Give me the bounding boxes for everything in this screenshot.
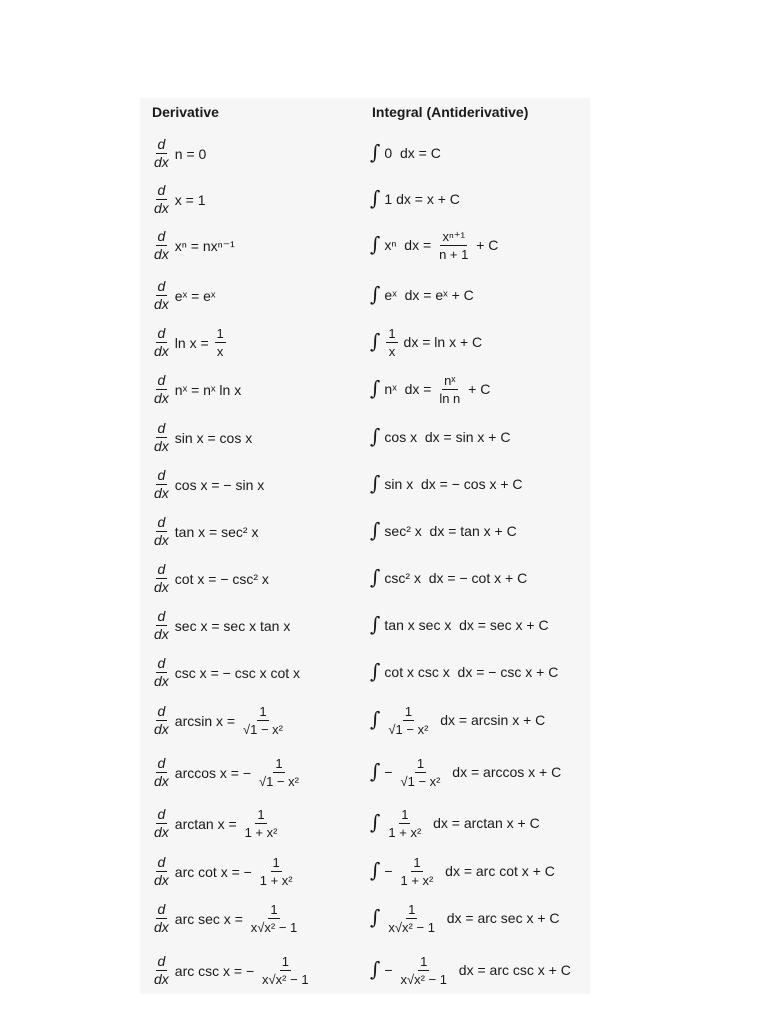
fraction-numerator: 1 — [413, 854, 421, 870]
expression-text: + C — [464, 381, 491, 397]
expression-text: sin x = cos x — [174, 429, 253, 446]
fraction — [152, 901, 171, 936]
expression — [175, 289, 216, 303]
fraction — [152, 655, 171, 690]
expression-text: arc csc x = − — [174, 962, 259, 979]
expression — [175, 478, 264, 492]
derivative-formula — [150, 953, 313, 988]
fraction-denominator: dx — [154, 626, 169, 642]
fraction-denominator: x√x² − 1 — [388, 919, 435, 935]
integral-formula — [370, 514, 517, 548]
expression — [175, 666, 300, 680]
integral-formula — [370, 182, 460, 216]
expression-text: cos x = − sin x — [174, 476, 265, 493]
integral-formula — [370, 608, 549, 642]
derivative-formula — [150, 514, 258, 549]
integral-formula — [370, 561, 527, 595]
integral-formula — [370, 901, 560, 935]
fraction-denominator: x√x² − 1 — [400, 971, 448, 987]
expression — [384, 325, 482, 360]
fraction-denominator: dx — [154, 971, 169, 987]
expression-text: dx = arccos x + C — [444, 764, 562, 780]
fraction-denominator: dx — [154, 154, 169, 170]
fraction-denominator: dx — [154, 579, 169, 595]
integral-formula — [370, 806, 540, 840]
fraction-denominator: 1 + x² — [259, 873, 293, 888]
fraction — [386, 901, 437, 936]
expression-text: dx = arcsin x + C — [432, 712, 546, 728]
fraction-numerator: 1 — [404, 703, 413, 719]
derivative-formula — [150, 655, 300, 690]
fraction-denominator: dx — [154, 485, 169, 501]
fraction — [249, 901, 300, 936]
fraction-denominator: dx — [154, 872, 169, 888]
expression-text: x = 1 — [174, 191, 206, 208]
integral-sign: ∫ — [370, 376, 381, 400]
derivative-formula — [150, 420, 252, 455]
integral-formula — [370, 228, 498, 262]
fraction — [386, 806, 423, 841]
expression-text: nˣ dx = — [384, 381, 436, 397]
fraction-numerator: 1 — [388, 325, 396, 341]
fraction-denominator: dx — [154, 390, 169, 406]
fraction — [152, 755, 171, 790]
fraction-numerator: 1 — [420, 953, 428, 969]
expression-text: arcsin x = — [174, 712, 239, 729]
fraction-denominator: dx — [154, 721, 169, 737]
expression — [384, 477, 522, 491]
expression — [384, 192, 459, 206]
fraction-numerator: d — [157, 655, 166, 671]
derivative-formula — [150, 561, 269, 596]
fraction — [260, 953, 311, 988]
integral-sign: ∫ — [370, 282, 381, 306]
fraction — [152, 703, 171, 738]
expression — [384, 430, 510, 444]
derivative-formula — [150, 854, 297, 889]
integral-sign: ∫ — [370, 186, 381, 210]
expression-text: eˣ dx = eˣ + C — [384, 287, 474, 303]
expression-text: arctan x = — [174, 815, 241, 832]
fraction-denominator: n + 1 — [439, 246, 469, 262]
fraction-denominator: x√x² − 1 — [262, 972, 309, 987]
fraction — [152, 182, 171, 217]
integral-sign: ∫ — [370, 659, 381, 683]
expression — [175, 806, 282, 841]
fraction-denominator: √1 − x² — [243, 722, 284, 737]
integral-sign: ∫ — [370, 905, 381, 929]
expression — [384, 524, 516, 538]
fraction-numerator: d — [157, 420, 166, 436]
expression-text: dx = arc csc x + C — [451, 962, 571, 978]
expression — [175, 193, 206, 207]
integral-sign: ∫ — [370, 329, 381, 353]
expression — [175, 325, 228, 360]
expression — [384, 854, 554, 889]
fraction-denominator: dx — [154, 200, 169, 216]
derivative-formula — [150, 467, 264, 502]
expression — [175, 703, 287, 738]
fraction-numerator: xⁿ⁺¹ — [442, 228, 465, 244]
integral-sign: ∫ — [370, 612, 381, 636]
expression — [175, 525, 259, 539]
fraction-denominator: dx — [154, 824, 169, 840]
integral-sign: ∫ — [370, 424, 381, 448]
expression — [384, 146, 440, 160]
expression — [175, 854, 297, 889]
fraction-numerator: d — [157, 703, 166, 719]
fraction-numerator: d — [157, 806, 166, 822]
derivative-formula — [150, 755, 303, 790]
fraction-numerator: 1 — [216, 326, 224, 341]
fraction-denominator: 1 + x² — [400, 872, 434, 888]
expression — [175, 383, 241, 397]
fraction-denominator: √1 − x² — [388, 721, 429, 737]
fraction-numerator: d — [157, 467, 166, 483]
integral-sign: ∫ — [370, 140, 381, 164]
expression-text: arc cot x = − — [174, 863, 256, 880]
fraction — [152, 372, 171, 407]
derivative-formula — [150, 182, 206, 217]
expression-text: csc x = − csc x cot x — [174, 664, 301, 681]
fraction — [386, 325, 397, 360]
fraction-numerator: d — [157, 755, 166, 771]
integral-sign: ∫ — [370, 707, 381, 731]
fraction — [152, 953, 171, 988]
fraction — [152, 514, 171, 549]
integral-formula — [370, 854, 555, 888]
expression-text: arccos x = − — [174, 764, 255, 781]
expression — [384, 665, 558, 679]
fraction-numerator: 1 — [275, 756, 283, 771]
expression-text: cos x dx = sin x + C — [384, 429, 511, 445]
fraction — [437, 372, 462, 407]
fraction-numerator: 1 — [270, 902, 278, 917]
fraction — [257, 755, 301, 790]
integral-sign: ∫ — [370, 471, 381, 495]
expression-text: tan x = sec² x — [174, 523, 259, 540]
integral-sign: ∫ — [370, 957, 381, 981]
expression — [384, 228, 498, 263]
fraction-denominator: dx — [154, 438, 169, 454]
fraction-denominator: x√x² − 1 — [250, 920, 298, 935]
integral-formula — [370, 755, 561, 789]
fraction-numerator: nˣ — [444, 372, 456, 388]
expression-text: dx = arc cot x + C — [437, 863, 555, 879]
integral-formula — [370, 953, 571, 987]
expression — [175, 239, 235, 253]
expression-text: dx = ln x + C — [399, 334, 483, 350]
expression-text: 1 dx = x + C — [384, 191, 460, 207]
fraction-numerator: 1 — [272, 855, 280, 870]
expression — [384, 901, 559, 936]
expression — [175, 147, 207, 161]
expression-text: cot x csc x dx = − csc x + C — [384, 664, 559, 680]
fraction-numerator: 1 — [416, 755, 425, 771]
derivative-formula — [150, 325, 228, 360]
expression-text: − — [384, 962, 397, 978]
expression-text: − — [384, 764, 397, 780]
integral-formula — [370, 467, 523, 501]
expression-text: cot x = − csc² x — [174, 570, 269, 587]
expression — [384, 755, 561, 790]
integral-formula — [370, 420, 510, 454]
fraction-numerator: d — [157, 854, 166, 870]
integral-formula — [370, 325, 482, 359]
expression-text: csc² x dx = − cot x + C — [384, 570, 528, 586]
expression — [384, 703, 545, 738]
fraction — [437, 228, 470, 263]
integral-formula — [370, 703, 545, 737]
expression-text: + C — [472, 237, 499, 253]
fraction-numerator: d — [157, 182, 166, 198]
integral-formula — [370, 136, 441, 170]
fraction-numerator: d — [157, 953, 166, 969]
fraction — [386, 703, 430, 738]
fraction-numerator: d — [157, 136, 166, 152]
expression-text: nˣ = nˣ ln x — [174, 381, 242, 398]
expression-text: sec² x dx = tan x + C — [384, 523, 517, 539]
fraction-denominator: x — [388, 343, 396, 359]
fraction-numerator: d — [157, 278, 166, 294]
fraction-numerator: d — [157, 608, 166, 624]
expression-text: eˣ = eˣ — [174, 287, 216, 304]
fraction — [152, 467, 171, 502]
expression-text: xⁿ dx = — [384, 237, 436, 253]
fraction — [215, 325, 226, 360]
derivative-formula — [150, 608, 290, 643]
fraction — [152, 278, 171, 313]
integral-formula — [370, 655, 558, 689]
integral-sign: ∫ — [370, 565, 381, 589]
integral-sign: ∫ — [370, 858, 381, 882]
integral-sign: ∫ — [370, 518, 381, 542]
fraction — [258, 854, 295, 889]
derivative-formula — [150, 806, 281, 841]
integral-sign: ∫ — [370, 232, 381, 256]
fraction-denominator: dx — [154, 246, 169, 262]
expression-text: xⁿ = nxⁿ⁻¹ — [174, 237, 235, 254]
fraction-numerator: d — [157, 901, 166, 917]
expression — [175, 755, 303, 790]
fraction-denominator: dx — [154, 919, 169, 935]
fraction-numerator: d — [157, 561, 166, 577]
fraction-numerator: 1 — [401, 806, 409, 822]
fraction-numerator: 1 — [281, 954, 289, 969]
expression-text: 0 dx = C — [384, 145, 441, 161]
expression-text: ln x = — [174, 334, 213, 351]
expression-text: tan x sec x dx = sec x + C — [384, 617, 549, 633]
expression — [384, 806, 539, 841]
fraction — [152, 325, 171, 360]
fraction-denominator: √1 − x² — [400, 773, 441, 789]
fraction-denominator: dx — [154, 343, 169, 359]
fraction-numerator: d — [157, 325, 166, 341]
fraction-denominator: dx — [154, 673, 169, 689]
fraction-denominator: ln n — [439, 390, 461, 406]
fraction — [243, 806, 280, 841]
fraction — [152, 806, 171, 841]
expression — [175, 619, 291, 633]
derivative-formula — [150, 703, 287, 738]
fraction — [399, 755, 443, 790]
fraction-denominator: dx — [154, 773, 169, 789]
expression-text: n = 0 — [174, 145, 207, 162]
derivative-formula — [150, 372, 241, 407]
fraction — [152, 228, 171, 263]
fraction-numerator: d — [157, 228, 166, 244]
fraction — [152, 608, 171, 643]
integral-formula — [370, 372, 490, 406]
fraction-denominator: √1 − x² — [258, 774, 299, 789]
integral-sign: ∫ — [370, 759, 381, 783]
fraction — [399, 854, 436, 889]
fraction — [399, 953, 450, 988]
fraction-numerator: 1 — [408, 901, 416, 917]
derivative-formula — [150, 136, 206, 171]
fraction — [152, 136, 171, 171]
fraction-numerator: d — [157, 514, 166, 530]
expression — [175, 953, 313, 988]
derivative-formula — [150, 901, 301, 936]
fraction — [152, 420, 171, 455]
fraction-denominator: dx — [154, 296, 169, 312]
expression — [384, 571, 527, 585]
expression — [384, 953, 570, 988]
expression-text: dx = arctan x + C — [425, 815, 540, 831]
expression — [175, 431, 252, 445]
derivative-header: Derivative — [152, 104, 219, 120]
fraction-denominator: 1 + x² — [244, 825, 278, 840]
expression — [384, 288, 473, 302]
expression-text: − — [384, 863, 397, 879]
fraction-numerator: 1 — [257, 807, 265, 822]
fraction-denominator: 1 + x² — [388, 824, 422, 840]
expression — [175, 901, 301, 936]
fraction-numerator: d — [157, 372, 166, 388]
expression-text: arc sec x = — [174, 910, 247, 927]
expression-text: sec x = sec x tan x — [174, 617, 291, 634]
expression-text: sin x dx = − cos x + C — [384, 476, 523, 492]
fraction-denominator: x — [216, 344, 224, 359]
derivative-formula — [150, 228, 235, 263]
expression — [384, 618, 548, 632]
fraction — [241, 703, 285, 738]
integral-header: Integral (Antiderivative) — [372, 104, 529, 120]
integral-sign: ∫ — [370, 810, 381, 834]
fraction — [152, 561, 171, 596]
expression-text: dx = arc sec x + C — [438, 910, 560, 926]
derivative-formula — [150, 278, 216, 313]
expression — [384, 372, 490, 407]
fraction-numerator: 1 — [259, 704, 267, 719]
expression — [175, 572, 269, 586]
fraction — [152, 854, 171, 889]
fraction-denominator: dx — [154, 532, 169, 548]
integral-formula — [370, 278, 474, 312]
